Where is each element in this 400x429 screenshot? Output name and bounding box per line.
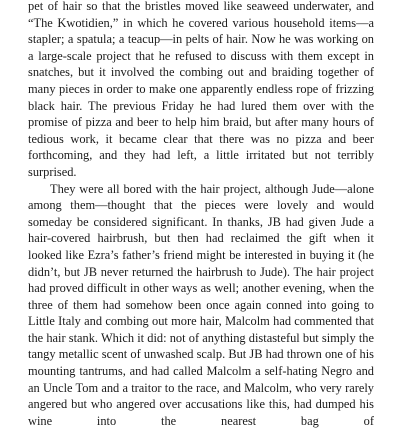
paragraph-continued: pet of hair so that the bristles moved like seaweed underwater, and “The Kwotidien,” in which he covered various household items—a stapler; a spatula; a teacup—in pelts of hair. Now he was working on a large-scale project that he refused to discuss with them except in snatches, but it involved the combing out and braiding together of many pieces in order to make one apparently endless rope of frizzing black hair. The previous Friday he had lured them over with the promise of pizza and beer to help him braid, but after many hours of tedious work, it became clear that there was no pizza and beer forthcoming, and they had left, a little irritated but not terribly surprised. [28,0,374,179]
body-text [28,0,374,429]
paragraph: They were all bored with the hair project, although Jude—alone among them—thought that the pieces were lovely and would someday be considered significant. In thanks, JB had given Jude a hair-covered hairbrush, but then had reclaimed the gift when it looked like Ezra’s father’s friend might be interested in buying it (he didn’t, but JB never returned the hairbrush to Jude). The hair project had proved difficult in other ways as well; another evening, when the three of them had somehow been once again conned into going to Little Italy and combing out more hair, Malcolm had commented that the hair stank. Which it did: not of anything distasteful but simply the tangy metallic scent of unwashed scalp. But JB had thrown one of his mounting tantrums, and had called Malcolm a self-hating Negro and an Uncle Tom and a traitor to the race, and Malcolm, who very rarely angered but who angered over accusations like this, had dumped his wine into the nearest bag of [28,181,374,428]
